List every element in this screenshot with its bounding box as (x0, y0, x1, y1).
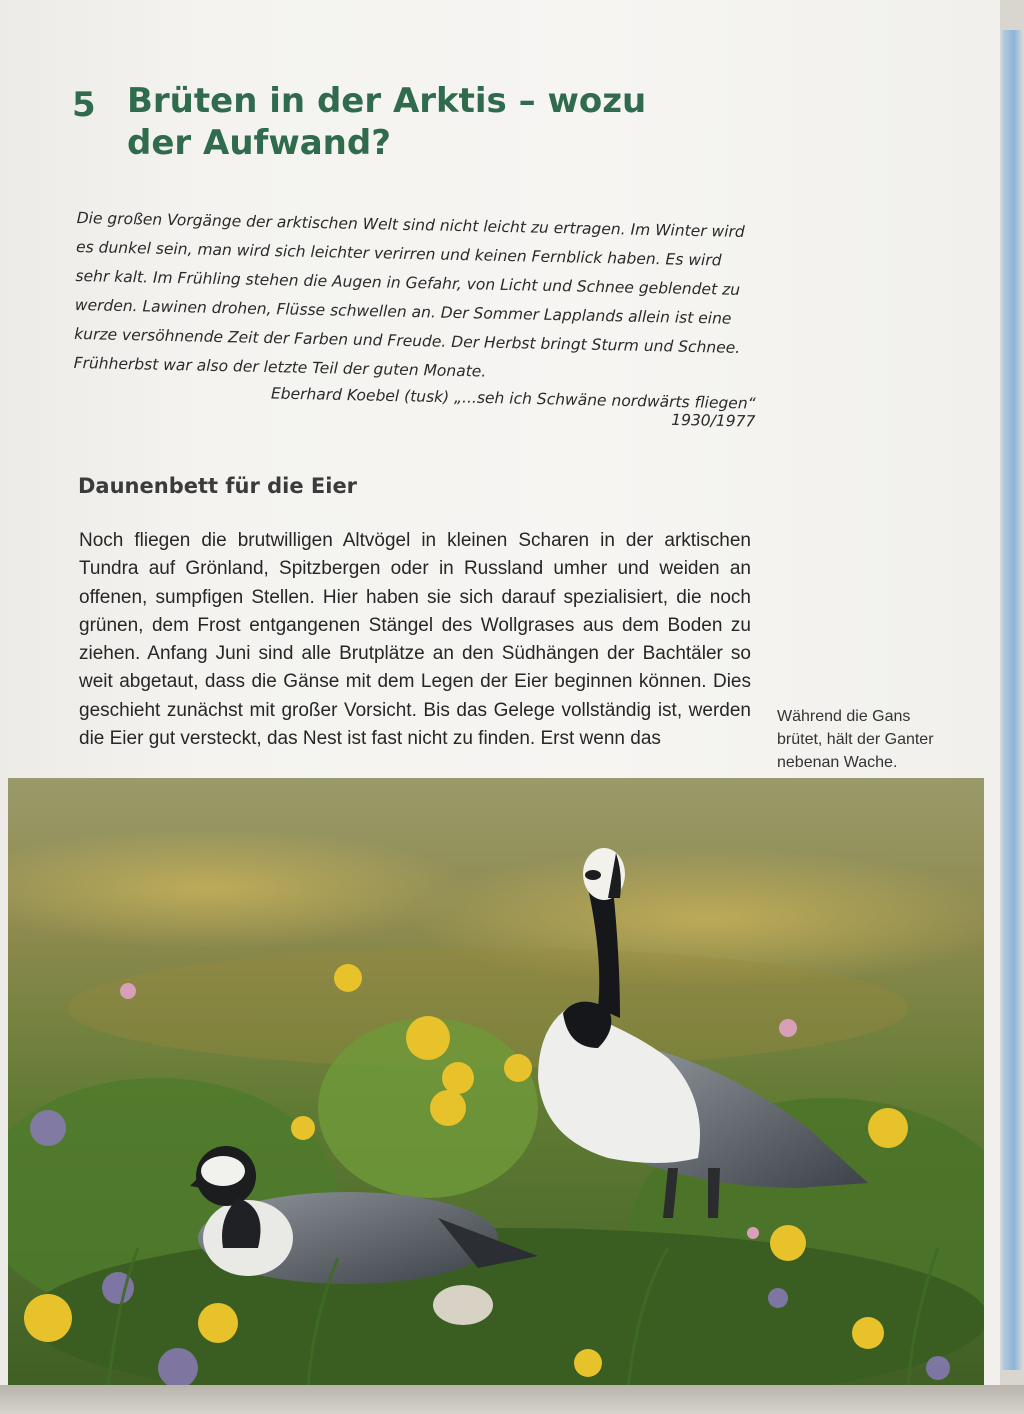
chapter-number: 5 (72, 85, 96, 125)
goose-photo (8, 778, 984, 1385)
body-paragraph: Noch fliegen die brutwilligen Altvögel in kleinen Scharen in der arktischen Tundra auf Grönland, Spitzbergen oder in Russland umher und weiden an offenen, sumpfigen Stellen. Hier haben sie sich darauf spezialisiert, die noch grünen, dem Frost entgangenen Stängel des Wollgrases aus dem Boden zu ziehen. Anfang Juni sind alle Brutplätze an den Südhängen der Bachtäler so weit abgetaut, dass die Gänse mit dem Legen der Eier beginnen können. Dies geschieht zunächst mit großer Vorsicht. Bis das Gelege vollständig ist, werden die Eier gut versteckt, das Nest ist fast nicht zu finden. Erst wenn das (79, 530, 751, 750)
epigraph-quote: Die großen Vorgänge der arktischen Welt sind nicht leicht zu ertragen. Im Winter wird es dunkel sein, man wird sich leichter verirren und keinen Fernblick haben. Es wird sehr kalt. Im Frühling stehen die Augen in Gefahr, von Licht und Schnee geblendet zu werden. Lawinen drohen, Flüsse schwellen an. Der Sommer Lapplands allein ist eine kurze versöhnende Zeit der Farben und Freude. Der Herbst bringt Sturm und Schnee. Frühherbst war also der letzte Teil der guten Monate. (73, 208, 745, 381)
photo-caption: Während die Gans brütet, hält der Ganter nebenan Wache. (777, 708, 934, 771)
section-heading: Daunenbett für die Eier (78, 474, 358, 498)
epigraph-source: Eberhard Koebel (tusk) „...seh ich Schwäne nordwärts fliegen“ 1930/1977 (270, 384, 756, 431)
page-bottom-shadow (0, 1385, 1024, 1414)
page-edge (1002, 30, 1022, 1370)
chapter-title: Brüten in der Arktis – wozu der Aufwand? (127, 81, 647, 163)
